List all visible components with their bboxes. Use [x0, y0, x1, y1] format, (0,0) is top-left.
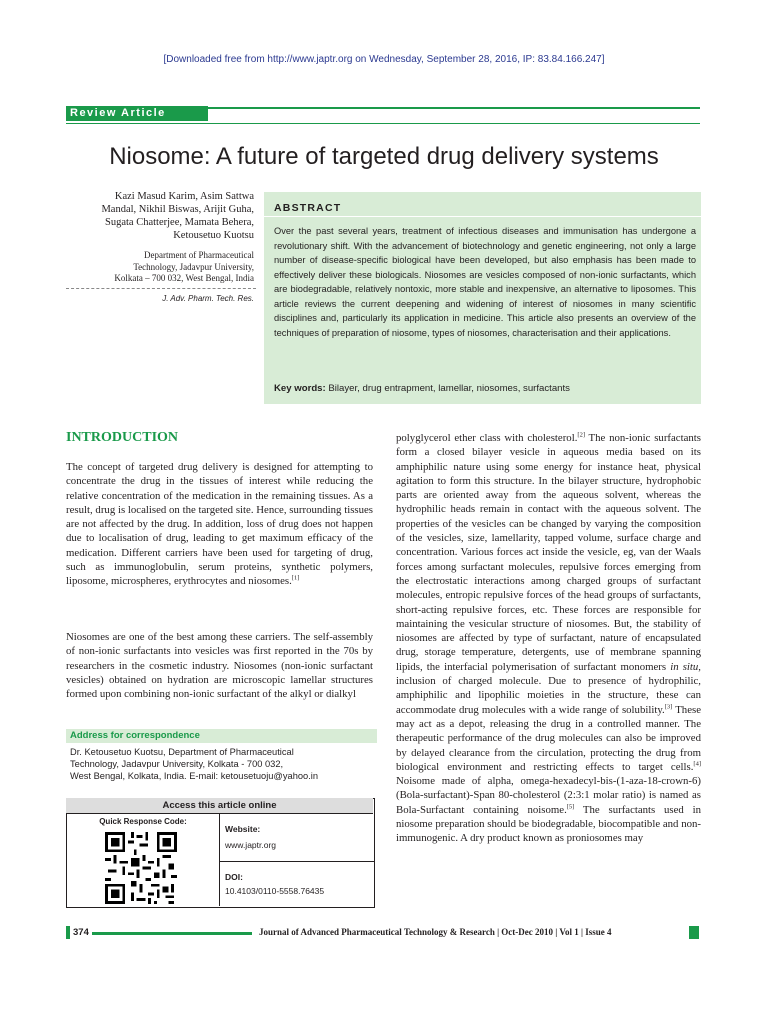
footer-marker [689, 926, 699, 939]
section-rule-lower [66, 123, 700, 124]
abstract-heading: ABSTRACT [274, 202, 342, 214]
introduction-heading: INTRODUCTION [66, 430, 179, 445]
correspondence-line: Technology, Jadavpur University, Kolkata - 700 032, [70, 759, 284, 769]
page-number: 374 [73, 927, 89, 938]
body-paragraph-right [396, 431, 701, 846]
keywords-label: Key words: [274, 383, 326, 394]
divider [66, 288, 256, 289]
access-heading: Access this article online [66, 798, 373, 814]
qr-label: Quick Response Code: [99, 817, 187, 826]
footer-journal: Journal of Advanced Pharmaceutical Technology & Research | Oct-Dec 2010 | Vol 1 | Issue 4 [259, 927, 612, 937]
paragraph-text: , inclusion of charged molecule. Due to presence of hydrophilic, amphiphilic and lipophilic moieties in the structure, these can accommodate drug molecules with a wide range of solubility. [396, 660, 701, 716]
access-divider [219, 861, 374, 862]
author-line: Sugata Chatterjee, Mamata Behera, [105, 217, 254, 228]
paragraph-text: Noisome made of alpha, omega-hexadecyl-bis-(1-aza-18-crown-6) (Bola-surfactant)-Span 80-cholesterol (2:3:1 molar ratio) is named as Bola-Surfactant containing noisome. [396, 775, 701, 816]
authors [40, 190, 254, 242]
access-divider [219, 814, 220, 906]
qr-code-icon[interactable] [105, 832, 177, 904]
footer-rule [92, 932, 252, 935]
author-line: Ketousetuo Kuotsu [173, 230, 254, 241]
section-label: Review Article [66, 106, 208, 121]
body-paragraph [66, 460, 373, 589]
body-paragraph: Niosomes are one of the best among these carriers. The self-assembly of non-ionic surfactants into vesicles was first reported in the 70s by researchers in the cosmetic industry. Niosomes (non-ionic surfactant vesicles) obtained on hydration are microscopic lamellar structures formed upon combining non-ionic surfactant of the alkyl or dialkyl [66, 631, 373, 701]
paragraph-text: polyglycerol ether class with cholesterol. [396, 432, 578, 444]
download-note: [Downloaded free from http://www.japtr.org on Wednesday, September 28, 2016, IP: 83.84.166.247] [163, 54, 605, 65]
section-rule [208, 107, 700, 109]
paragraph-text: The non-ionic surfactants form a closed bilayer vesicle in aqueous media based on its amphiphilic nature using some energy for instance heat, physical agitation to form this structure. In the bilayer structure, hydrophobic parts are oriented away from the aqueous solvent, whereas the hydrophilic heads remain in contact with the aqueous solvent. The properties of the vesicles can be changed by varying the composition of the vesicles, size, lamellarity, tapped volume, surface charge and concentration. Various forces act inside the vesicle, eg, van der Waals forces among surfactant molecules, repulsive forces emerging from the electrostatic interactions among charged groups of surfactant molecules, entropic repulsive forces of the head groups of surfactants, short-acting repulsive forces, etc. These forces are responsible for maintaining the vesicular structure of niosomes. But, the stability of niosomes are affected by type of surfactant, nature of encapsulated drug, storage temperature, detergents, use of membrane spanning lipids, the interfacial polymerisation of surfactant monomers [396, 432, 701, 673]
affiliation-line: Technology, Jadavpur University, [133, 261, 254, 272]
abstract-divider [264, 216, 701, 217]
author-line: Mandal, Nikhil Biswas, Arijit Guha, [101, 204, 254, 215]
affiliation-line: Department of Pharmaceutical [144, 250, 254, 260]
website-link[interactable]: www.japtr.org [225, 840, 277, 850]
author-line: Kazi Masud Karim, Asim Sattwa [114, 191, 254, 202]
affiliation-line: Kolkata – 700 032, West Bengal, India [114, 273, 254, 283]
paragraph-text: These may act as a depot, releasing the drug in a controlled manner. The therapeutic performance of the drug molecules can also be improved by delayed clearance from the circulation, protecting the drug from biological environment and restricting effects to target cells. [396, 703, 701, 773]
correspondence-heading: Address for correspondence [66, 729, 377, 743]
article-title: Niosome: A future of targeted drug delivery systems [109, 143, 659, 170]
affiliation [60, 250, 254, 285]
journal-reference: J. Adv. Pharm. Tech. Res. [162, 294, 254, 303]
keywords [274, 383, 696, 394]
keywords-list: Bilayer, drug entrapment, lamellar, niosomes, surfactants [328, 383, 570, 394]
citation: [3] [664, 703, 673, 711]
citation: [2] [577, 431, 585, 439]
correspondence-text [70, 746, 375, 782]
doi-label: DOI: [225, 872, 243, 882]
footer-marker [66, 926, 70, 939]
paragraph-text: The concept of targeted drug delivery is designed for attempting to concentrate the drug in the tissues of interest while reducing the relative concentration of the medication in the remaining tissues. As a result, drug is localised on the targeted site. Hence, surrounding tissues are not affected by the drug. In addition, loss of drug does not happen due to localisation of drug, leading to get maximum efficacy of the medication. Different carriers have been used for targeting of drug, such as immunoglobulin, serum proteins, synthetic polymers, liposome, microspheres, erythrocytes and niosomes. [66, 461, 373, 588]
doi-value[interactable]: 10.4103/0110-5558.76435 [225, 886, 325, 896]
italic-term: in situ [670, 660, 699, 673]
abstract-text: Over the past several years, treatment of infectious diseases and immunisation has undergone a revolutionary shift. With the advancement of biotechnology and genetic engineering, not only a large number of disease-specific biological have been developed, but also emphasis has been made to effectively deliver these biologicals. Niosomes are vesicles composed of non-ionic surfactants, which are biodegradable, relatively nontoxic, more stable and inexpensive, an alternative to liposomes. This article reviews the current deepening and widening of interest of niosomes in many scientific disciplines and, particularly its application in medicine. This article also presents an overview of the techniques of preparation of niosome, types of niosomes, characterisation and their applications. [274, 226, 696, 338]
correspondence-line: West Bengal, Kolkata, India. E-mail: ketousetuoju@yahoo.in [70, 771, 319, 781]
citation: [5] [566, 803, 575, 811]
correspondence-line: Dr. Ketousetuo Kuotsu, Department of Pharmaceutical [70, 747, 294, 757]
citation: [4] [693, 760, 701, 768]
website-label: Website: [225, 824, 261, 834]
citation: [1] [291, 574, 300, 582]
paragraph-text: The surfactants used in niosome preparation should be biodegradable, biocompatible and non-immunogenic. A dry product known as proniosomes may [396, 803, 701, 845]
